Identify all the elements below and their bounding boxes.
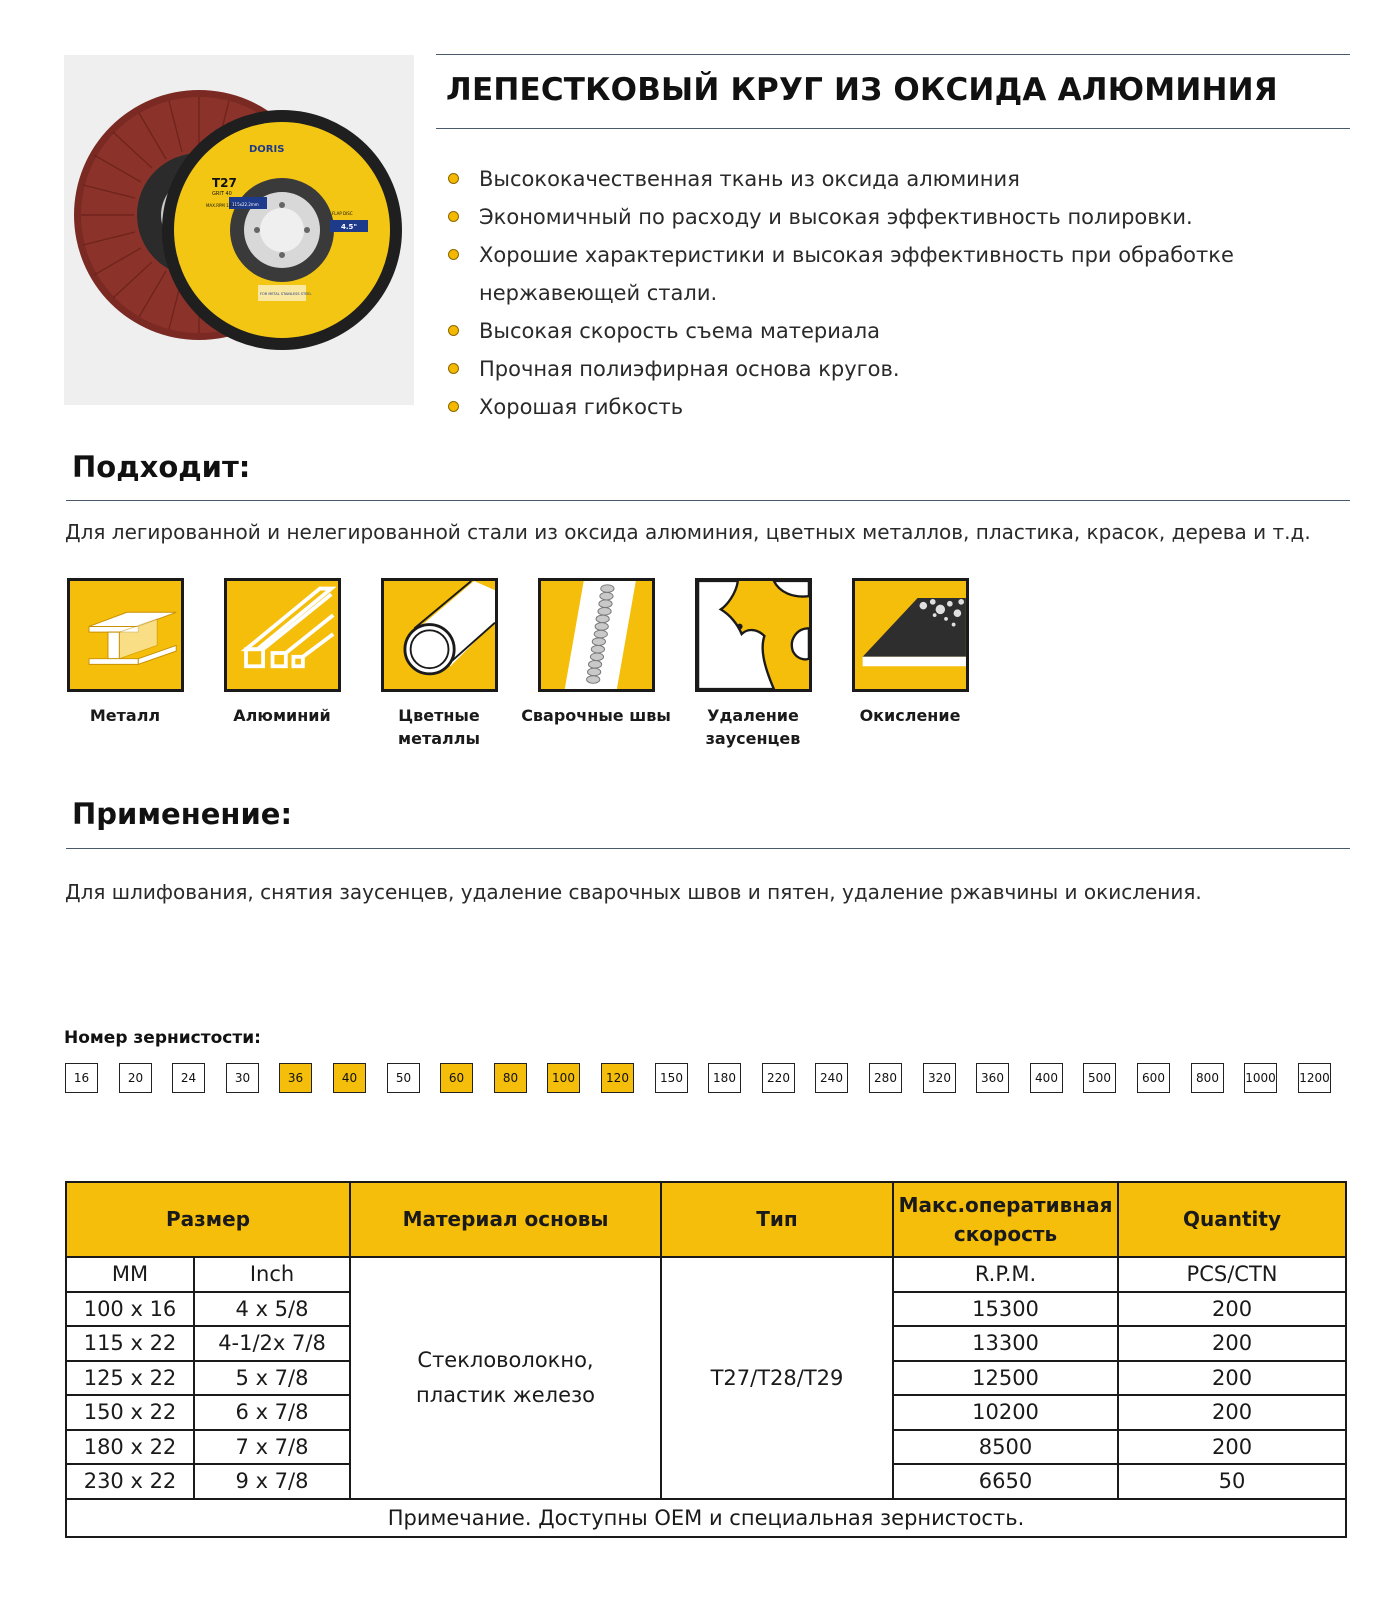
grit-label: Номер зернистости:: [64, 1028, 261, 1048]
header-type: Тип: [661, 1182, 893, 1257]
cell-mm: 100 x 16: [66, 1292, 194, 1327]
material-label: Металл: [89, 706, 161, 725]
table-subheader-row: [66, 1257, 1346, 1292]
grit-cell-600: 600: [1137, 1063, 1170, 1093]
suitable-rule: [66, 500, 1350, 501]
cell-qty: 200: [1118, 1292, 1346, 1327]
cell-rpm: 15300: [893, 1292, 1118, 1327]
page-title: ЛЕПЕСТКОВЫЙ КРУГ ИЗ ОКСИДА АЛЮМИНИЯ: [446, 72, 1278, 108]
grit-cell-360: 360: [976, 1063, 1009, 1093]
cell-inch: 7 x 7/8: [194, 1430, 350, 1465]
grit-cell-150: 150: [655, 1063, 688, 1093]
bullet-icon: [448, 249, 459, 260]
cell-rpm: 12500: [893, 1361, 1118, 1396]
grit-cell-320: 320: [923, 1063, 956, 1093]
grit-cell-40: 40: [333, 1063, 366, 1093]
usage-mark: FOR METAL STAINLESS STEEL: [260, 292, 312, 296]
grit-cell-30: 30: [226, 1063, 259, 1093]
subheader-mm: MM: [66, 1257, 194, 1292]
feature-item: Хорошие характеристики и высокая эффективность при обработке нержавеющей стали.: [446, 236, 1306, 312]
cell-qty: 50: [1118, 1464, 1346, 1499]
material-label: Алюминий: [233, 706, 331, 725]
header-size: Размер: [66, 1182, 350, 1257]
cell-rpm: 13300: [893, 1326, 1118, 1361]
title-top-rule: [436, 54, 1350, 55]
brand-logo: DORIS: [249, 144, 285, 155]
rpm-mark: MAX.RPM 13300: [206, 203, 239, 208]
cell-qty: 200: [1118, 1361, 1346, 1396]
bullet-icon: [448, 211, 459, 222]
grit-cell-60: 60: [440, 1063, 473, 1093]
grit-cell-20: 20: [119, 1063, 152, 1093]
weld-seam-icon: [538, 578, 655, 692]
header-quantity: Quantity: [1118, 1182, 1346, 1257]
material-label: Удаление заусенцев: [705, 706, 801, 748]
material-deburring: [673, 578, 833, 750]
cell-rpm: 6650: [893, 1464, 1118, 1499]
feature-item: Высокая скорость съема материала: [446, 312, 1306, 350]
material-label: Цветные металлы: [398, 706, 480, 748]
material-nonferrous: [359, 578, 519, 750]
grit-cell-80: 80: [494, 1063, 527, 1093]
grit-cell-1200: 1200: [1298, 1063, 1331, 1093]
type-mark: T27: [212, 176, 237, 190]
grit-cell-100: 100: [547, 1063, 580, 1093]
cell-inch: 6 x 7/8: [194, 1395, 350, 1430]
table-note: Примечание. Доступны OEM и специальная зернистость.: [66, 1499, 1346, 1537]
size-mark: 115x22.2mm: [232, 202, 259, 207]
grit-cell-1000: 1000: [1244, 1063, 1277, 1093]
header-speed: Макс.оперативная скорость: [893, 1182, 1118, 1257]
application-text: Для шлифования, снятия заусенцев, удаление сварочных швов и пятен, удаление ржавчины и окисления.: [65, 880, 1202, 904]
grit-cell-800: 800: [1191, 1063, 1224, 1093]
material-aluminum: [202, 578, 362, 727]
title-bottom-rule: [436, 128, 1350, 129]
suitable-text: Для легированной и нелегированной стали из оксида алюминия, цветных металлов, пластика, красок, дерева и т.д.: [65, 520, 1311, 544]
material-welds: [516, 578, 676, 727]
grit-cell-180: 180: [708, 1063, 741, 1093]
cell-inch: 4 x 5/8: [194, 1292, 350, 1327]
table-note-row: [66, 1499, 1346, 1537]
cell-inch: 5 x 7/8: [194, 1361, 350, 1396]
grit-cell-500: 500: [1083, 1063, 1116, 1093]
oxidation-icon: [852, 578, 969, 692]
cell-inch: 4-1/2x 7/8: [194, 1326, 350, 1361]
aluminum-profiles-icon: [224, 578, 341, 692]
feature-item: Высококачественная ткань из оксида алюминия: [446, 160, 1306, 198]
grit-cell-220: 220: [762, 1063, 795, 1093]
feature-item: Хорошая гибкость: [446, 388, 1306, 426]
application-rule: [66, 848, 1350, 849]
grit-cell-16: 16: [65, 1063, 98, 1093]
spec-table: [65, 1181, 1347, 1538]
cell-inch: 9 x 7/8: [194, 1464, 350, 1499]
material-cell: Стекловолокно, пластик железо: [350, 1257, 661, 1499]
cell-mm: 125 x 22: [66, 1361, 194, 1396]
cell-rpm: 10200: [893, 1395, 1118, 1430]
feature-item: Прочная полиэфирная основа кругов.: [446, 350, 1306, 388]
cell-mm: 115 x 22: [66, 1326, 194, 1361]
i-beam-icon: [67, 578, 184, 692]
feature-item: Экономичный по расходу и высокая эффективность полировки.: [446, 198, 1306, 236]
application-heading: Применение:: [72, 797, 293, 831]
subheader-inch: Inch: [194, 1257, 350, 1292]
grit-cell-280: 280: [869, 1063, 902, 1093]
suitable-heading: Подходит:: [72, 450, 251, 484]
grit-cell-240: 240: [815, 1063, 848, 1093]
bullet-icon: [448, 325, 459, 336]
bullet-icon: [448, 173, 459, 184]
cell-mm: 230 x 22: [66, 1464, 194, 1499]
type-cell: T27/T28/T29: [661, 1257, 893, 1499]
table-header-row: [66, 1182, 1346, 1257]
bullet-icon: [448, 363, 459, 374]
cell-qty: 200: [1118, 1430, 1346, 1465]
header-material: Материал основы: [350, 1182, 661, 1257]
grit-cell-120: 120: [601, 1063, 634, 1093]
material-label: Окисление: [859, 706, 961, 725]
grit-cell-50: 50: [387, 1063, 420, 1093]
grit-cell-400: 400: [1030, 1063, 1063, 1093]
material-metal: [45, 578, 205, 727]
material-label: Сварочные швы: [521, 706, 671, 725]
grit-cell-36: 36: [279, 1063, 312, 1093]
product-image: [64, 55, 414, 405]
grit-mark: GRIT 40: [212, 191, 232, 197]
subheader-pcs: PCS/CTN: [1118, 1257, 1346, 1292]
feature-list: [446, 160, 1306, 426]
subheader-rpm: R.P.M.: [893, 1257, 1118, 1292]
deburring-icon: [695, 578, 812, 692]
flap-disc-mark: FLAP DISC: [332, 211, 353, 216]
inch-mark: 4.5": [341, 223, 358, 231]
flap-disc-photo: [64, 55, 414, 405]
pipe-icon: [381, 578, 498, 692]
cell-qty: 200: [1118, 1395, 1346, 1430]
grit-cell-24: 24: [172, 1063, 205, 1093]
cell-qty: 200: [1118, 1326, 1346, 1361]
bullet-icon: [448, 401, 459, 412]
cell-rpm: 8500: [893, 1430, 1118, 1465]
cell-mm: 150 x 22: [66, 1395, 194, 1430]
material-oxidation: [830, 578, 990, 727]
cell-mm: 180 x 22: [66, 1430, 194, 1465]
